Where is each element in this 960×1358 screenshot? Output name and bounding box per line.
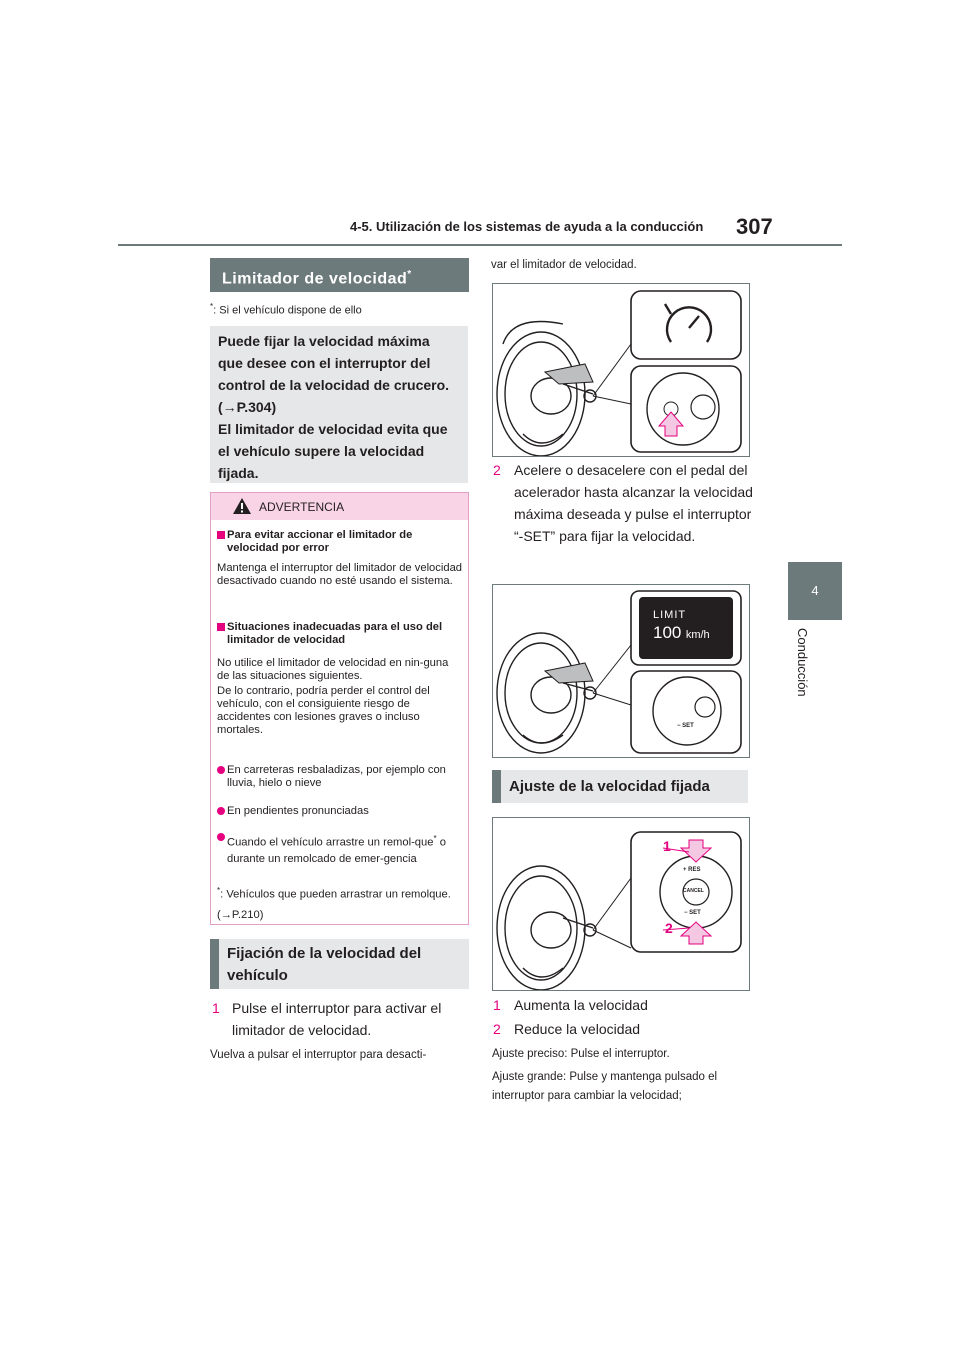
warning-subtitle-1 bbox=[227, 529, 462, 555]
warning-bullet-text: Cuando el vehículo arrastre un remol-que bbox=[227, 836, 434, 849]
round-bullet-icon bbox=[217, 807, 225, 815]
warning-bullet-text: En carreteras resbaladizas, por ejemplo con lluvia, hielo o nieve bbox=[227, 764, 446, 789]
chapter-tab: 4 bbox=[788, 562, 842, 620]
step-1 bbox=[210, 997, 470, 1041]
intro-line: control de la velocidad de crucero. bbox=[218, 377, 450, 393]
page-number: 307 bbox=[736, 214, 773, 239]
section-title-text: Fijación de la velocidad del vehículo bbox=[227, 945, 422, 984]
warning-text-1: Mantenga el interruptor del limitador de velocidad desactivado cuando no esté usando el sistema. bbox=[217, 562, 463, 587]
intro-line: fijada. bbox=[218, 465, 259, 481]
step-2 bbox=[492, 459, 754, 547]
intro-line: El limitador de velocidad evita que bbox=[218, 421, 448, 437]
section-title-mark: * bbox=[407, 269, 412, 280]
limit-unit: km/h bbox=[685, 629, 710, 641]
intro-line: (→P.304) bbox=[218, 399, 277, 415]
set-switch-label: − SET bbox=[684, 910, 701, 916]
intro-box bbox=[210, 326, 468, 483]
limit-display-value bbox=[653, 623, 710, 643]
chapter-label: Conducción bbox=[795, 628, 810, 697]
intro-line: que desee con el interruptor del bbox=[218, 355, 431, 371]
square-bullet-icon bbox=[217, 623, 225, 631]
warning-subtitle-2 bbox=[227, 621, 462, 647]
warning-box bbox=[210, 492, 469, 925]
set-switch-label: − SET bbox=[677, 723, 694, 729]
warning-bullet-1 bbox=[227, 764, 462, 790]
coarse-adjust-text: Ajuste grande: Pulse y mantenga pulsado el interruptor para cambiar la velocidad; bbox=[492, 1071, 718, 1102]
fine-adjust-text: Ajuste preciso: Pulse el interruptor. bbox=[492, 1048, 670, 1060]
cancel-switch-label: CANCEL bbox=[683, 888, 704, 894]
callout-1: 1 bbox=[663, 838, 671, 854]
warning-text-2b: De lo contrario, podría perder el control del vehículo, con el consiguiente riesgo de accidentes con lesiones graves o incluso mortales. bbox=[217, 685, 430, 736]
step-text: Pulse el interruptor para activar el limitador de velocidad. bbox=[232, 1000, 442, 1038]
warning-text-2a: No utilice el limitador de velocidad en nin-guna de las situaciones siguientes. bbox=[217, 657, 449, 682]
warning-triangle-icon bbox=[232, 497, 252, 515]
header-rule bbox=[118, 244, 842, 246]
res-switch-label: + RES bbox=[683, 867, 701, 873]
warning-bullet-2 bbox=[227, 805, 462, 818]
section-title-text: Limitador de velocidad bbox=[222, 270, 408, 288]
step-text: Acelere o desacelere con el pedal del acelerador hasta alcanzar la velocidad máxima deseada y pulse el interruptor “-SET” para fijar la velocidad. bbox=[514, 462, 753, 544]
round-bullet-icon bbox=[217, 833, 225, 841]
limit-display-label: LIMIT bbox=[653, 609, 687, 621]
section-title-ajuste bbox=[492, 770, 748, 803]
warning-bullet-text: o durante un remolcado de emer-gencia bbox=[227, 836, 446, 865]
steering-wheel-illustration bbox=[493, 284, 749, 456]
list-item-1 bbox=[492, 994, 754, 1016]
intro-line: el vehículo supere la velocidad bbox=[218, 443, 425, 459]
footnote-mark: * bbox=[210, 302, 214, 311]
limit-speed: 100 bbox=[653, 623, 682, 642]
step-number: 2 bbox=[493, 462, 501, 478]
footnote-mark: * bbox=[433, 834, 437, 843]
warning-footnote-text: : Vehículos que pueden arrastrar un remolque. (→P.210) bbox=[217, 888, 451, 921]
warning-bullet-text: En pendientes pronunciadas bbox=[227, 805, 369, 817]
footnote-mark: * bbox=[217, 886, 221, 895]
item-number: 2 bbox=[493, 1021, 501, 1037]
body-continued-right: var el limitador de velocidad. bbox=[491, 259, 637, 271]
figure-steering-switch-1 bbox=[492, 283, 750, 457]
section-title-limitador bbox=[210, 258, 469, 292]
intro-line: Puede fijar la velocidad máxima bbox=[218, 333, 430, 349]
list-item-2 bbox=[492, 1018, 754, 1040]
steering-wheel-illustration bbox=[493, 818, 749, 990]
callout-2: 2 bbox=[665, 920, 673, 936]
item-number: 1 bbox=[493, 997, 501, 1013]
item-text: Reduce la velocidad bbox=[514, 1021, 641, 1037]
step-number: 1 bbox=[212, 1000, 220, 1016]
header-section-title: 4-5. Utilización de los sistemas de ayuda a la conducción bbox=[350, 219, 704, 234]
warning-subtitle-text: Situaciones inadecuadas para el uso del limitador de velocidad bbox=[227, 621, 443, 646]
figure-steering-display bbox=[492, 584, 750, 758]
steering-wheel-illustration bbox=[493, 585, 749, 757]
warning-title: ADVERTENCIA bbox=[259, 500, 345, 514]
item-text: Aumenta la velocidad bbox=[514, 997, 648, 1013]
square-bullet-icon bbox=[217, 531, 225, 539]
warning-subtitle-text: Para evitar accionar el limitador de velocidad por error bbox=[227, 529, 413, 554]
figure-steering-switch-3 bbox=[492, 817, 750, 991]
round-bullet-icon bbox=[217, 766, 225, 774]
warning-header bbox=[211, 493, 468, 520]
body-continued-left: Vuelva a pulsar el interruptor para desacti- bbox=[210, 1049, 427, 1061]
section-title-fijacion bbox=[210, 939, 469, 989]
footnote-availability bbox=[210, 302, 362, 317]
section-title-text: Ajuste de la velocidad fijada bbox=[509, 778, 710, 795]
warning-footnote bbox=[217, 881, 457, 925]
footnote-text: : Si el vehículo dispone de ello bbox=[213, 304, 362, 317]
warning-bullet-3 bbox=[227, 831, 462, 867]
